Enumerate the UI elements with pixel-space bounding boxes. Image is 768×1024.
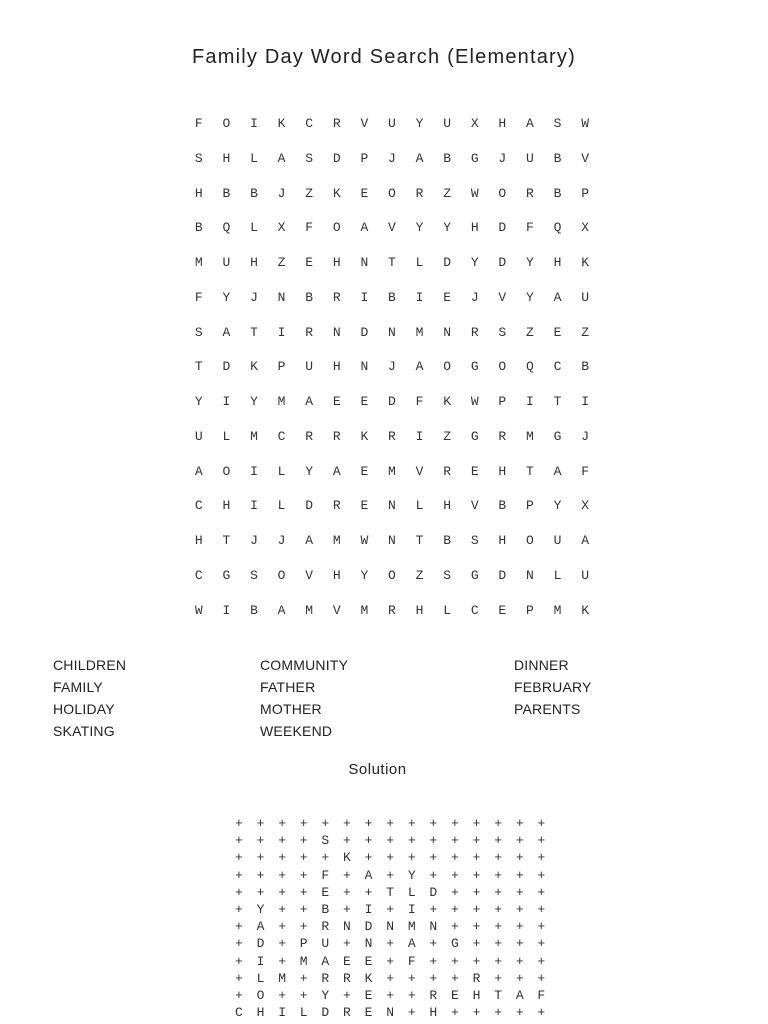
- grid-letter: U: [581, 567, 590, 583]
- grid-letter: N: [360, 359, 369, 375]
- grid-letter: A: [277, 602, 286, 618]
- grid-letter: U: [222, 255, 231, 270]
- solution-row: + O + + Y + E + + R E H T A F: [235, 987, 549, 1003]
- grid-letter: O: [443, 359, 452, 375]
- grid-letter: A: [526, 116, 534, 131]
- grid-letter: U: [443, 116, 452, 131]
- grid-letter: Y: [222, 289, 231, 305]
- grid-letter: A: [415, 359, 424, 375]
- grid-letter: A: [222, 324, 231, 340]
- grid-letter: D: [498, 255, 507, 270]
- grid-letter: A: [415, 150, 424, 166]
- solution-row: + + + + F + A + Y + + + + + +: [235, 867, 549, 883]
- grid-letter: R: [332, 428, 341, 444]
- grid-letter: Z: [415, 567, 424, 583]
- grid-letter: B: [581, 359, 590, 375]
- grid-letter: D: [360, 324, 369, 340]
- grid-row: [185, 461, 599, 496]
- grid-letter: I: [222, 394, 231, 409]
- grid-row: [185, 148, 599, 183]
- grid-letter: U: [194, 428, 203, 444]
- solution-grid: [235, 815, 548, 1021]
- grid-letter: Y: [415, 220, 424, 236]
- grid-letter: J: [250, 533, 258, 548]
- grid-letter: Y: [415, 116, 424, 131]
- grid-letter: U: [526, 150, 534, 166]
- grid-letter: H: [222, 150, 231, 166]
- grid-letter: N: [360, 255, 369, 270]
- grid-letter: M: [305, 602, 314, 618]
- grid-letter: M: [360, 602, 369, 618]
- grid-letter: N: [332, 324, 341, 340]
- grid-letter: Y: [360, 567, 369, 583]
- grid-letter: F: [581, 463, 590, 479]
- grid-letter: B: [553, 185, 562, 201]
- grid-letter: S: [250, 567, 258, 583]
- grid-letter: O: [498, 359, 507, 375]
- grid-letter: Z: [581, 324, 590, 340]
- grid-letter: N: [388, 324, 396, 340]
- grid-letter: U: [305, 359, 314, 375]
- grid-letter: H: [553, 255, 562, 270]
- grid-letter: P: [498, 394, 507, 409]
- grid-letter: R: [388, 428, 396, 444]
- grid-row: [185, 183, 599, 218]
- grid-letter: T: [415, 533, 424, 548]
- grid-letter: B: [443, 150, 452, 166]
- grid-letter: O: [222, 463, 231, 479]
- grid-letter: M: [553, 602, 562, 618]
- solution-row: + I + M A E E + F + + + + + +: [235, 953, 549, 969]
- grid-letter: M: [388, 463, 396, 479]
- grid-letter: G: [222, 567, 231, 583]
- grid-row: [185, 391, 599, 426]
- grid-letter: G: [470, 359, 479, 375]
- grid-letter: D: [305, 498, 314, 514]
- grid-letter: P: [526, 498, 534, 514]
- grid-letter: V: [388, 220, 396, 236]
- grid-letter: Y: [470, 255, 479, 270]
- grid-letter: I: [250, 116, 258, 131]
- solution-row: + + + + + K + + + + + + + + +: [235, 850, 549, 866]
- grid-letter: J: [250, 289, 258, 305]
- grid-letter: W: [470, 185, 479, 201]
- grid-letter: J: [581, 428, 590, 444]
- grid-letter: H: [222, 498, 231, 514]
- grid-letter: O: [388, 567, 396, 583]
- grid-letter: C: [194, 498, 203, 514]
- grid-letter: L: [250, 150, 258, 166]
- grid-letter: M: [526, 428, 534, 444]
- grid-letter: V: [470, 498, 479, 514]
- grid-letter: V: [332, 602, 341, 618]
- grid-letter: R: [332, 289, 341, 305]
- grid-letter: B: [553, 150, 562, 166]
- grid-letter: R: [498, 428, 507, 444]
- grid-letter: I: [360, 289, 369, 305]
- grid-letter: H: [470, 220, 479, 236]
- solution-row: + D + P U + N + A + G + + + +: [235, 936, 549, 952]
- word-list-item: HOLIDAY: [53, 701, 115, 717]
- grid-letter: T: [222, 533, 231, 548]
- grid-letter: H: [443, 498, 452, 514]
- grid-row: [185, 217, 599, 252]
- grid-letter: O: [332, 220, 341, 236]
- grid-letter: I: [222, 602, 231, 618]
- grid-letter: S: [553, 116, 562, 131]
- grid-row: [185, 565, 599, 600]
- grid-letter: G: [470, 428, 479, 444]
- grid-row: [185, 495, 599, 530]
- word-list-item: FAMILY: [53, 679, 103, 695]
- grid-row: [185, 252, 599, 287]
- grid-letter: E: [360, 463, 369, 479]
- grid-letter: H: [498, 116, 507, 131]
- grid-letter: R: [332, 498, 341, 514]
- grid-letter: S: [443, 567, 452, 583]
- grid-letter: S: [194, 150, 203, 166]
- grid-letter: R: [332, 116, 341, 131]
- grid-letter: A: [332, 463, 341, 479]
- grid-letter: S: [498, 324, 507, 340]
- grid-letter: A: [305, 394, 314, 409]
- grid-letter: J: [388, 359, 396, 375]
- grid-letter: E: [360, 498, 369, 514]
- grid-letter: F: [194, 289, 203, 305]
- grid-letter: S: [194, 324, 203, 340]
- word-list-column: [260, 655, 348, 743]
- grid-letter: E: [305, 255, 314, 270]
- grid-letter: X: [277, 220, 286, 236]
- grid-letter: E: [360, 185, 369, 201]
- grid-letter: O: [388, 185, 396, 201]
- grid-letter: L: [443, 602, 452, 618]
- grid-letter: C: [553, 359, 562, 375]
- word-list-item: MOTHER: [260, 701, 322, 717]
- grid-letter: R: [415, 185, 424, 201]
- grid-letter: J: [498, 150, 507, 166]
- grid-letter: L: [277, 463, 286, 479]
- grid-letter: Z: [305, 185, 314, 201]
- grid-letter: W: [581, 116, 590, 131]
- grid-letter: I: [526, 394, 534, 409]
- solution-row: + + + + S + + + + + + + + + +: [235, 833, 549, 849]
- grid-letter: N: [388, 533, 396, 548]
- grid-letter: N: [526, 567, 534, 583]
- grid-letter: G: [553, 428, 562, 444]
- grid-letter: A: [581, 533, 590, 548]
- grid-letter: F: [415, 394, 424, 409]
- grid-letter: E: [470, 463, 479, 479]
- grid-letter: O: [526, 533, 534, 548]
- grid-letter: K: [332, 185, 341, 201]
- grid-letter: H: [332, 567, 341, 583]
- grid-letter: L: [250, 220, 258, 236]
- grid-letter: K: [250, 359, 258, 375]
- word-list-item: WEEKEND: [260, 723, 333, 739]
- grid-letter: W: [194, 602, 203, 618]
- grid-letter: M: [250, 428, 258, 444]
- grid-letter: F: [526, 220, 534, 236]
- grid-letter: V: [415, 463, 424, 479]
- grid-letter: Y: [305, 463, 314, 479]
- grid-letter: O: [498, 185, 507, 201]
- grid-letter: D: [498, 567, 507, 583]
- grid-letter: N: [443, 324, 452, 340]
- grid-letter: D: [388, 394, 396, 409]
- grid-row: [185, 322, 599, 357]
- grid-letter: C: [194, 567, 203, 583]
- grid-letter: D: [498, 220, 507, 236]
- grid-letter: E: [443, 289, 452, 305]
- grid-letter: A: [360, 220, 369, 236]
- grid-letter: R: [526, 185, 534, 201]
- grid-letter: E: [553, 324, 562, 340]
- grid-letter: I: [415, 289, 424, 305]
- grid-letter: V: [360, 116, 369, 131]
- grid-letter: H: [332, 359, 341, 375]
- grid-letter: K: [581, 602, 590, 618]
- word-list-item: FEBRUARY: [514, 679, 592, 695]
- grid-letter: I: [415, 428, 424, 444]
- grid-letter: P: [526, 602, 534, 618]
- grid-letter: K: [581, 255, 590, 270]
- grid-letter: W: [470, 394, 479, 409]
- grid-letter: A: [277, 150, 286, 166]
- grid-row: [185, 356, 599, 391]
- grid-letter: I: [581, 394, 590, 409]
- grid-letter: Q: [222, 220, 231, 236]
- grid-letter: O: [222, 116, 231, 131]
- grid-letter: D: [222, 359, 231, 375]
- grid-letter: R: [388, 602, 396, 618]
- grid-letter: J: [388, 150, 396, 166]
- solution-row: + Y + + B + I + I + + + + + +: [235, 901, 549, 917]
- grid-letter: H: [194, 185, 203, 201]
- grid-letter: C: [470, 602, 479, 618]
- grid-letter: T: [553, 394, 562, 409]
- grid-row: [185, 426, 599, 461]
- grid-letter: X: [470, 116, 479, 131]
- grid-letter: S: [470, 533, 479, 548]
- grid-letter: J: [277, 533, 286, 548]
- grid-letter: I: [277, 324, 286, 340]
- solution-row: + A + + R N D N M N + + + + +: [235, 919, 549, 935]
- word-list-column: [514, 655, 592, 721]
- grid-letter: Q: [526, 359, 534, 375]
- solution-heading: Solution: [348, 761, 407, 778]
- grid-letter: J: [470, 289, 479, 305]
- word-list-column: [53, 655, 126, 743]
- grid-letter: L: [553, 567, 562, 583]
- grid-letter: E: [360, 394, 369, 409]
- grid-letter: V: [498, 289, 507, 305]
- grid-letter: R: [305, 324, 314, 340]
- grid-letter: M: [277, 394, 286, 409]
- grid-letter: A: [553, 289, 562, 305]
- grid-letter: B: [222, 185, 231, 201]
- word-list-item: PARENTS: [514, 701, 581, 717]
- grid-letter: Y: [194, 394, 203, 409]
- page-title: Family Day Word Search (Elementary): [192, 46, 576, 68]
- grid-letter: Z: [443, 428, 452, 444]
- grid-letter: Q: [553, 220, 562, 236]
- grid-letter: P: [360, 150, 369, 166]
- grid-letter: V: [305, 567, 314, 583]
- grid-letter: R: [443, 463, 452, 479]
- grid-letter: H: [498, 533, 507, 548]
- grid-letter: U: [388, 116, 396, 131]
- grid-letter: F: [194, 116, 203, 131]
- grid-letter: H: [194, 533, 203, 548]
- grid-letter: M: [415, 324, 424, 340]
- grid-letter: L: [277, 498, 286, 514]
- grid-letter: K: [360, 428, 369, 444]
- grid-letter: H: [498, 463, 507, 479]
- grid-letter: W: [360, 533, 369, 548]
- grid-letter: L: [415, 255, 424, 270]
- grid-letter: Y: [526, 289, 534, 305]
- grid-letter: L: [222, 428, 231, 444]
- grid-letter: H: [332, 255, 341, 270]
- grid-letter: T: [526, 463, 534, 479]
- grid-letter: K: [443, 394, 452, 409]
- grid-letter: T: [250, 324, 258, 340]
- grid-letter: B: [443, 533, 452, 548]
- grid-letter: S: [305, 150, 314, 166]
- grid-letter: G: [470, 567, 479, 583]
- grid-letter: B: [250, 602, 258, 618]
- grid-letter: H: [250, 255, 258, 270]
- grid-letter: C: [305, 116, 314, 131]
- solution-row: C H I L D R E N + H + + + + +: [235, 1005, 549, 1021]
- grid-row: [185, 600, 599, 635]
- grid-letter: O: [277, 567, 286, 583]
- solution-row: + L M + R R K + + + + R + + +: [235, 970, 549, 986]
- word-search-grid: [185, 113, 599, 634]
- grid-letter: M: [332, 533, 341, 548]
- grid-letter: B: [498, 498, 507, 514]
- grid-letter: I: [250, 463, 258, 479]
- grid-letter: Z: [526, 324, 534, 340]
- grid-letter: T: [194, 359, 203, 375]
- grid-letter: X: [581, 498, 590, 514]
- grid-letter: C: [277, 428, 286, 444]
- grid-letter: M: [194, 255, 203, 270]
- grid-letter: F: [305, 220, 314, 236]
- grid-row: [185, 113, 599, 148]
- word-list-item: DINNER: [514, 657, 569, 673]
- word-list-item: CHILDREN: [53, 657, 127, 673]
- grid-letter: A: [305, 533, 314, 548]
- grid-letter: P: [581, 185, 590, 201]
- grid-letter: N: [388, 498, 396, 514]
- word-list-item: SKATING: [53, 723, 115, 739]
- grid-letter: Y: [443, 220, 452, 236]
- grid-letter: D: [332, 150, 341, 166]
- solution-row: + + + + + + + + + + + + + + +: [235, 816, 549, 831]
- grid-letter: A: [194, 463, 203, 479]
- grid-letter: B: [388, 289, 396, 305]
- grid-letter: R: [470, 324, 479, 340]
- grid-letter: R: [305, 428, 314, 444]
- grid-letter: B: [250, 185, 258, 201]
- grid-letter: D: [443, 255, 452, 270]
- grid-letter: B: [194, 220, 203, 236]
- grid-letter: U: [553, 533, 562, 548]
- grid-letter: Y: [553, 498, 562, 514]
- grid-letter: Y: [250, 394, 258, 409]
- grid-letter: B: [305, 289, 314, 305]
- grid-letter: G: [470, 150, 479, 166]
- grid-row: [185, 287, 599, 322]
- solution-row: + + + + E + + T L D + + + + +: [235, 884, 549, 900]
- grid-letter: I: [250, 498, 258, 514]
- grid-letter: V: [581, 150, 590, 166]
- grid-letter: T: [388, 255, 396, 270]
- grid-row: [185, 530, 599, 565]
- grid-letter: J: [277, 185, 286, 201]
- grid-letter: L: [415, 498, 424, 514]
- grid-letter: P: [277, 359, 286, 375]
- grid-letter: U: [581, 289, 590, 305]
- grid-letter: A: [553, 463, 562, 479]
- grid-letter: H: [415, 602, 424, 618]
- grid-letter: X: [581, 220, 590, 236]
- grid-letter: K: [277, 116, 286, 131]
- word-list: [0, 655, 768, 745]
- grid-letter: Z: [277, 255, 286, 270]
- grid-letter: E: [498, 602, 507, 618]
- word-list-item: FATHER: [260, 679, 316, 695]
- grid-letter: Z: [443, 185, 452, 201]
- word-list-item: COMMUNITY: [260, 657, 349, 673]
- grid-letter: Y: [526, 255, 534, 270]
- grid-letter: N: [277, 289, 286, 305]
- grid-letter: E: [332, 394, 341, 409]
